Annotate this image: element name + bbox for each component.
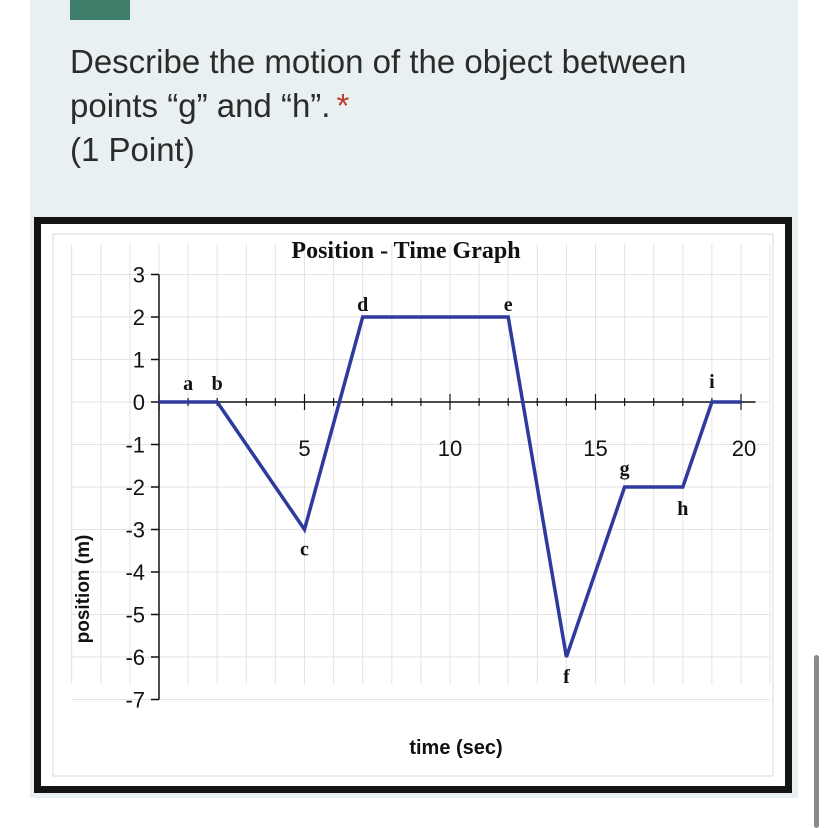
- point-label-b: b: [211, 373, 223, 395]
- data-point: [711, 402, 712, 403]
- point-label-a: a: [183, 373, 194, 395]
- data-point: [217, 402, 218, 403]
- x-tick-label: 20: [731, 436, 757, 461]
- point-label-e: e: [503, 294, 513, 316]
- question-number-badge: [70, 0, 130, 20]
- y-tick-label: -1: [125, 432, 145, 458]
- point-label-h: h: [677, 498, 689, 520]
- y-tick-label: -5: [125, 602, 145, 628]
- x-tick-label: 10: [437, 436, 463, 461]
- point-label-f: f: [563, 666, 570, 688]
- question-points: (1 Point): [70, 131, 195, 168]
- data-point: [362, 317, 363, 318]
- y-axis-label: position (m): [73, 534, 94, 644]
- chart-background: [41, 224, 785, 786]
- y-tick-label: -6: [125, 645, 145, 670]
- y-tick-label: -3: [125, 517, 145, 543]
- data-point: [741, 402, 742, 403]
- y-tick-label: -2: [125, 475, 145, 500]
- data-point: [624, 487, 625, 488]
- point-label-c: c: [300, 538, 309, 561]
- y-tick-label: 1: [132, 347, 145, 373]
- data-point: [682, 487, 683, 488]
- data-point: [566, 657, 567, 658]
- data-point: [304, 529, 305, 530]
- required-marker: *: [336, 87, 350, 124]
- point-label-g: g: [619, 458, 630, 480]
- scrollbar[interactable]: [814, 655, 819, 828]
- y-tick-label: 2: [132, 305, 145, 330]
- data-point: [159, 402, 160, 403]
- data-point: [188, 402, 189, 403]
- position-time-chart: [41, 224, 785, 786]
- question-text: Describe the motion of the object between points “g” and “h”.: [70, 43, 687, 124]
- data-point: [508, 317, 509, 318]
- point-label-i: i: [709, 371, 715, 393]
- x-axis-label: time (sec): [409, 737, 503, 759]
- x-tick-label: 5: [298, 436, 311, 461]
- y-tick-label: 3: [132, 262, 145, 288]
- y-tick-label: 0: [132, 390, 145, 415]
- y-tick-label: -7: [125, 687, 145, 713]
- y-tick-label: -4: [125, 560, 145, 585]
- x-tick-label: 15: [583, 436, 608, 461]
- point-label-d: d: [357, 294, 369, 316]
- chart-title: Position - Time Graph: [291, 238, 521, 264]
- question-prompt: [70, 40, 750, 172]
